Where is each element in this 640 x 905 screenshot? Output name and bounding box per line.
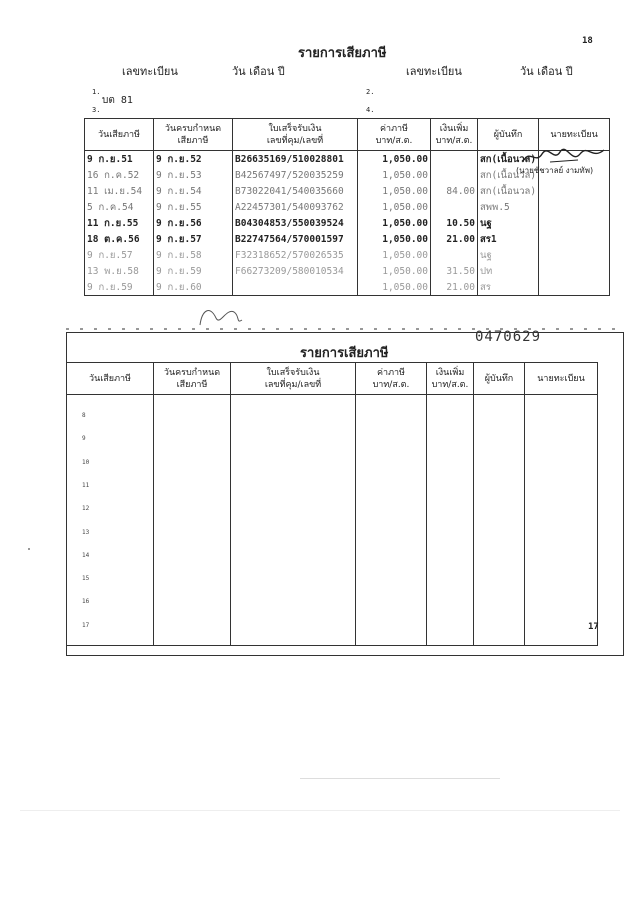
cell-paid: 11 เม.ย.54 <box>85 183 154 199</box>
row-number: 10 <box>82 458 90 466</box>
cell-registrar <box>539 263 610 279</box>
empty-row <box>67 545 598 570</box>
cell-recorder: นฐ <box>478 215 539 231</box>
col-tax-2: ค่าภาษี บาท/ส.ต. <box>356 363 427 395</box>
cell-tax: 1,050.00 <box>358 183 431 199</box>
cell-paid: 13 พ.ย.58 <box>85 263 154 279</box>
cell-extra <box>431 247 478 263</box>
cell-paid: 9 ก.ย.57 <box>85 247 154 263</box>
col-receipt: ใบเสร็จรับเงิน เลขที่คุม/เลขที่ <box>233 119 358 151</box>
col-paid-date: วันเสียภาษี <box>85 119 154 151</box>
table-row <box>85 183 610 199</box>
cell-paid: 11 ก.ย.55 <box>85 215 154 231</box>
row-number: 8 <box>82 412 86 419</box>
cell-recorder: สก(เนื้อนวล) <box>478 183 539 199</box>
cell-due: 9 ก.ย.59 <box>154 263 233 279</box>
cell-receipt: F66273209/580010534 <box>233 263 358 279</box>
cell-tax: 1,050.00 <box>358 199 431 215</box>
row-number: 12 <box>82 505 90 513</box>
cell-receipt: B22747564/570001597 <box>233 231 358 247</box>
header-left-date: วัน เดือน ปี <box>232 65 285 78</box>
cell-registrar <box>539 183 610 199</box>
registrar-name: (นายชัชวาลย์ งามทัพ) <box>516 166 594 175</box>
cell-paid: 5 ก.ค.54 <box>85 199 154 215</box>
empty-row <box>67 570 598 595</box>
cell-due: 9 ก.ย.58 <box>154 247 233 263</box>
header-left-label: เลขทะเบียน <box>122 65 178 78</box>
entry-line-3: 3. <box>92 106 101 114</box>
row-number: 16 <box>82 598 90 606</box>
cell-extra <box>431 199 478 215</box>
cell-receipt: B04304853/550039524 <box>233 215 358 231</box>
table-row <box>85 199 610 215</box>
cell-due: 9 ก.ย.57 <box>154 231 233 247</box>
plate-number: บต 81 <box>102 95 133 106</box>
col-extra-2: เงินเพิ่ม บาท/ส.ต. <box>427 363 474 395</box>
table-row <box>85 247 610 263</box>
cell-tax: 1,050.00 <box>358 215 431 231</box>
row-number: 14 <box>82 551 90 559</box>
cell-recorder: สพพ.5 <box>478 199 539 215</box>
cell-recorder: สก(เนื้อนวล) <box>478 167 539 183</box>
top-page-number: 18 <box>582 36 593 46</box>
cell-paid: 9 ก.ย.59 <box>85 279 154 296</box>
empty-row <box>67 620 598 646</box>
cell-receipt <box>233 279 358 296</box>
cell-extra <box>431 151 478 168</box>
cell-extra: 10.50 <box>431 215 478 231</box>
cell-tax: 1,050.00 <box>358 151 431 168</box>
row-number: 13 <box>82 528 90 536</box>
entry-line-2: 2. <box>366 88 375 96</box>
handwritten-scribble <box>180 300 260 330</box>
cell-extra: 31.50 <box>431 263 478 279</box>
cell-registrar <box>539 199 610 215</box>
cell-registrar <box>539 279 610 296</box>
cell-recorder: สก(เนื้อนวล) <box>478 151 539 168</box>
col-registrar: นายทะเบียน <box>539 119 610 151</box>
cell-due: 9 ก.ย.54 <box>154 183 233 199</box>
tax-record-table-top <box>84 118 610 298</box>
cell-due: 9 ก.ย.55 <box>154 199 233 215</box>
row-number: 11 <box>82 481 90 489</box>
tax-record-table-bottom <box>66 362 598 649</box>
table-row <box>85 215 610 231</box>
header-right-label: เลขทะเบียน <box>406 65 462 78</box>
empty-row <box>67 470 598 495</box>
cell-paid: 9 ก.ย.51 <box>85 151 154 168</box>
cell-recorder: นฐ <box>478 247 539 263</box>
col-registrar-2: นายทะเบียน <box>525 363 598 395</box>
cell-tax: 1,050.00 <box>358 279 431 296</box>
cell-tax: 1,050.00 <box>358 247 431 263</box>
cell-receipt: F32318652/570026535 <box>233 247 358 263</box>
cell-due: 9 ก.ย.53 <box>154 167 233 183</box>
empty-row <box>67 395 598 421</box>
cell-extra <box>431 167 478 183</box>
entry-line-4: 4. <box>366 106 375 114</box>
col-recorder-2: ผู้บันทึก <box>474 363 525 395</box>
col-extra: เงินเพิ่ม บาท/ส.ต. <box>431 119 478 151</box>
cell-paid: 16 ก.ค.52 <box>85 167 154 183</box>
cell-extra: 21.00 <box>431 279 478 296</box>
empty-row <box>67 520 598 545</box>
col-due-date: วันครบกำหนด เสียภาษี <box>154 119 233 151</box>
col-tax: ค่าภาษี บาท/ส.ต. <box>358 119 431 151</box>
cell-due: 9 ก.ย.56 <box>154 215 233 231</box>
cell-receipt: B73022041/540035660 <box>233 183 358 199</box>
col-receipt-2: ใบเสร็จรับเงิน เลขที่คุม/เลขที่ <box>231 363 356 395</box>
cell-receipt: A22457301/540093762 <box>233 199 358 215</box>
cell-tax: 1,050.00 <box>358 167 431 183</box>
row-number: 17 <box>82 621 90 629</box>
table-row <box>85 279 610 296</box>
cell-tax: 1,050.00 <box>358 231 431 247</box>
cell-paid: 18 ต.ค.56 <box>85 231 154 247</box>
cell-extra: 84.00 <box>431 183 478 199</box>
empty-row <box>67 420 598 445</box>
bottom-page-title: รายการเสียภาษี <box>300 346 389 361</box>
empty-row <box>67 445 598 470</box>
top-page-title: รายการเสียภาษี <box>298 46 387 61</box>
empty-row <box>67 595 598 620</box>
cell-due: 9 ก.ย.52 <box>154 151 233 168</box>
cell-registrar <box>539 231 610 247</box>
cell-recorder: สร1 <box>478 231 539 247</box>
col-due-date-2: วันครบกำหนด เสียภาษี <box>154 363 231 395</box>
cell-extra: 21.00 <box>431 231 478 247</box>
serial-number: 0470629 <box>475 329 542 345</box>
entry-line-1: 1. <box>92 88 101 96</box>
bottom-page-number: 17 <box>588 622 599 632</box>
cell-recorder: ปท <box>478 263 539 279</box>
registrar-signature <box>520 146 610 166</box>
empty-row <box>67 495 598 520</box>
header-right-date: วัน เดือน ปี <box>520 65 573 78</box>
table-row <box>85 231 610 247</box>
cell-recorder: สร <box>478 279 539 296</box>
cell-receipt: B42567497/520035259 <box>233 167 358 183</box>
col-paid-date-2: วันเสียภาษี <box>67 363 154 395</box>
cell-registrar <box>539 247 610 263</box>
col-recorder: ผู้บันทึก <box>478 119 539 151</box>
cell-tax: 1,050.00 <box>358 263 431 279</box>
cell-registrar <box>539 215 610 231</box>
table-row <box>85 263 610 279</box>
row-number: 15 <box>82 575 90 583</box>
cell-receipt: B26635169/510028801 <box>233 151 358 168</box>
row-number: 9 <box>82 435 86 443</box>
cell-due: 9 ก.ย.60 <box>154 279 233 296</box>
